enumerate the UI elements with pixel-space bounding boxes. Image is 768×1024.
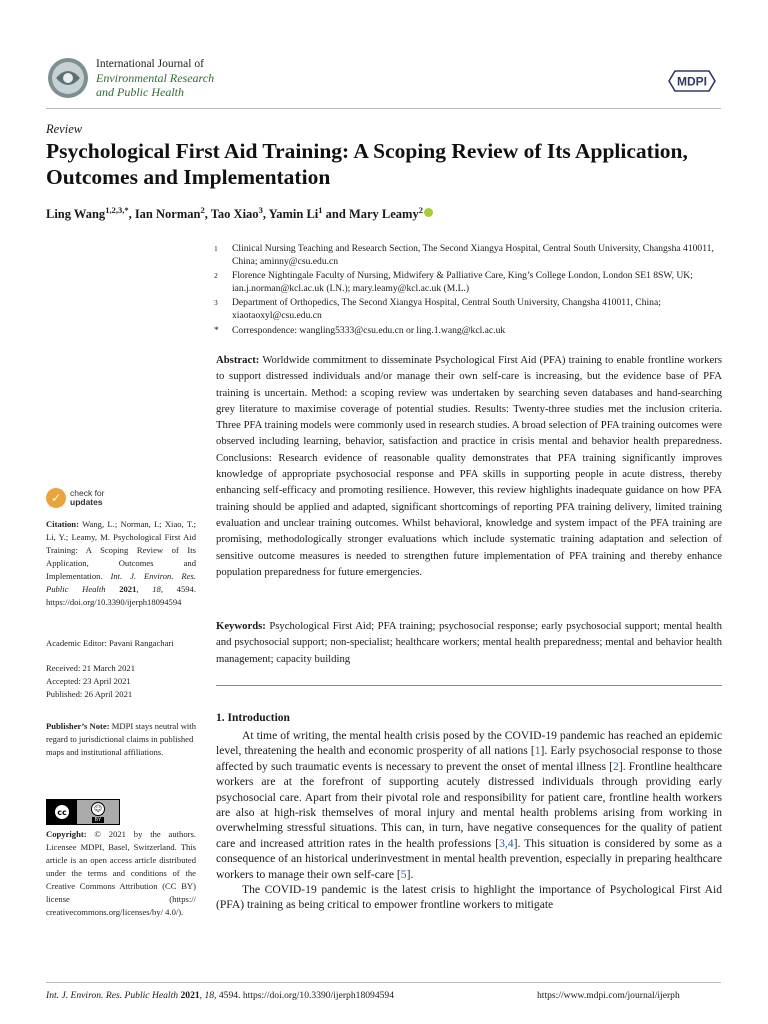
abstract [216, 352, 722, 580]
journal-name-line2: Environmental Research [96, 71, 215, 85]
author-separator: , [262, 207, 269, 222]
footer-year: 2021 [180, 990, 200, 1001]
cc-by-license-badge[interactable] [46, 799, 120, 825]
journal-name-line3: and Public Health [96, 85, 184, 99]
citation-volume: 18 [152, 584, 161, 594]
keywords [216, 618, 722, 667]
author-name[interactable]: Ling Wang [46, 207, 106, 222]
author-affil-mark: 1,2,3,* [105, 205, 129, 215]
citation-link[interactable]: 2 [613, 759, 619, 773]
citation-year: 2021 [119, 584, 137, 594]
author-affil-mark: 2 [418, 205, 423, 215]
author-list [46, 205, 433, 222]
publisher-note [46, 720, 196, 759]
journal-name [96, 57, 214, 99]
author-affil-mark: 3 [258, 205, 263, 215]
author-separator: and [322, 207, 349, 222]
affiliation-list [214, 243, 724, 339]
section-heading: 1. Introduction [216, 712, 290, 724]
intro-paragraph-2: The COVID-19 pandemic is the latest crisis to highlight the importance of Psychological First Aid (PFA) training as being critical to empower frontline workers to mitigate [216, 883, 722, 912]
check-for-updates-button[interactable] [46, 484, 126, 512]
mdpi-logo-icon [667, 69, 717, 93]
copyright-text: © 2021 by the authors. Licensee MDPI, Basel, Switzerland. This article is an open access article distributed under the terms and conditions of the Creative Commons Attribution (CC BY) license (https:// creativecommons.org/licenses/by/ 4.0/). [46, 829, 196, 917]
article-type: Review [46, 122, 83, 136]
check-updates-line2: updates [70, 497, 103, 507]
attribution-person-icon: ☺ [91, 802, 105, 816]
abstract-label: Abstract: [216, 354, 260, 366]
cc-by-label: BY [92, 817, 105, 823]
author-name[interactable]: Tao Xiao [210, 207, 259, 222]
creative-commons-icon: cc [53, 803, 71, 821]
affiliation-item [214, 270, 724, 295]
author-separator: , [128, 207, 135, 222]
author-name[interactable]: Ian Norman [134, 207, 201, 222]
orcid-icon[interactable] [424, 208, 433, 217]
affiliation-mark: 1 [214, 244, 218, 253]
accepted-date: Accepted: 23 April 2021 [46, 676, 131, 686]
keywords-text: Psychological First Aid; PFA training; psychosocial response; early psychosocial support; mental health and psychosocial support; non-specialist; healthcare workers; mental health preparedness; mental and behavior health management; capacity building [216, 620, 722, 665]
author-affil-mark: 1 [318, 205, 323, 215]
affiliation-text: Department of Orthopedics, The Second Xiangya Hospital, Central South University, Changsha 410011, China; xiaotaoxyl@csu.edu.cn [232, 297, 661, 321]
mdpi-logo-text: MDPI [677, 74, 707, 89]
publisher-note-label: Publisher’s Note: [46, 721, 110, 731]
affiliation-mark: 2 [214, 271, 218, 281]
affiliation-text: Correspondence: wangling5333@csu.edu.cn or ling.1.wang@kcl.ac.uk [232, 324, 506, 336]
journal-name-line1: International Journal of [96, 58, 204, 70]
copyright-block [46, 828, 196, 919]
affiliation-item [214, 243, 724, 268]
affiliation-text: Clinical Nursing Teaching and Research Section, The Second Xiangya Hospital, Central South University, Changsha 410011, China; aminny@csu.edu.cn [232, 243, 714, 267]
copyright-label: Copyright: [46, 829, 87, 839]
footer-volume: 18 [204, 990, 215, 1001]
affiliation-item [214, 297, 724, 322]
intro-paragraph-1: At time of writing, the mental health crisis posed by the COVID-19 pandemic has reached an epidemic level, threatening the health and economic prosperity of all nations [1]. Early psychosocial response to those affected by such traumatic events is necessary to prevent the onset of mental illness [2]. Frontline healthcare workers are at the forefront of supporting acutely distressed individuals through providing early psychosocial care. Apart from their pivotal role and responsibility for patient care, frontline health workers are also at high-risk themselves of moral injury and mental health problems arising from working in overwhelming stressful situations. This can, in turn, have negative consequences for the quality of patient care and increased attrition rates in the health professions [3,4]. This situation is considered by some as a consequence of an historical underinvestment in mental health prevention, especially in preparing healthcare workers to manage their own self-care [5]. [216, 729, 722, 881]
footer-doi[interactable]: , 4594. https://doi.org/10.3390/ijerph18094594 [214, 990, 395, 1001]
check-updates-line1: check for [70, 488, 105, 498]
footer-journal: Int. J. Environ. Res. Public Health [46, 990, 179, 1001]
academic-editor: Academic Editor: Pavani Rangachari [46, 638, 174, 648]
footer-divider [46, 982, 721, 983]
author-name[interactable]: Yamin Li [268, 207, 319, 222]
abstract-text: Worldwide commitment to disseminate Psychological First Aid (PFA) training to enable frontline workers to support distressed individuals and/or manage their own self-care is increasing, but the evidence base of PFA training is uncertain. Method: a scoping review was undertaken by searching seven databases and hand-searching grey literature to maximise coverage of potential studies. Results: Twenty-three studies met the inclusion criteria. Three PFA training models were commonly used in research studies. A broad selection of PFA training outcomes were observed including learning, behavior, satisfaction and practice in crisis mental and behavior health preparedness. Conclusions: Research evidence of reasonable quality demonstrates that PFA training significantly improves knowledge of appropriate psychosocial response and PFA skills in supporting people in acute distress, thereby enhancing self-efficacy and promoting resilience. However, this review highlights inadequate guidance on how PFA training should be applied and adapted, significant shortcomings of reporting PFA training delivery, limited training evaluation and unclear training outcomes. Whilst behavioral, knowledge and system impact of the PFA training are promising, methodologically stronger evaluations which include systematic training adaptation and selection of sensitive outcome measures is needed to strengthen future implementation of PFA training and thereby enhance population preparedness for future emergencies. [216, 354, 722, 578]
citation-label: Citation: [46, 519, 79, 529]
footer-citation: Int. J. Environ. Res. Public Health 2021, 18, 4594. https://doi.org/10.3390/ijerph18094594 [46, 990, 395, 1001]
citation-link[interactable]: 1 [534, 744, 541, 758]
citation-doi[interactable]: , 4594. https://doi.org/10.3390/ijerph18094594 [46, 584, 196, 607]
intro-body [216, 728, 722, 913]
journal-logo-icon [46, 56, 90, 100]
affiliation-text: Florence Nightingale Faculty of Nursing, Midwifery & Palliative Care, King’s College London, London SE1 8SW, UK; ian.j.norman@kcl.ac.uk (I.N.); mary.leamy@kcl.ac.uk (M.L.) [232, 270, 693, 294]
citation-block: Citation: Wang, L.; Norman, I.; Xiao, T.; Li, Y.; Leamy, M. Psychological First Aid Training: A Scoping Review of Its Application, Outcomes and Implementation. Int. J. Environ. Res. Public Health 2021, 18, 4594. https://doi.org/10.3390/ijerph18094594 [46, 519, 197, 607]
author-affil-mark: 2 [200, 205, 205, 215]
header-divider [46, 108, 721, 109]
section-divider [216, 685, 722, 686]
affiliation-item [214, 325, 724, 338]
check-updates-icon: ✓ [46, 488, 66, 508]
affiliation-mark: * [214, 324, 219, 336]
author-name[interactable]: Mary Leamy [348, 207, 419, 222]
article-title: Psychological First Aid Training: A Scoping Review of Its Application, Outcomes and Implementation [46, 139, 688, 189]
affiliation-mark: 3 [214, 298, 218, 308]
published-date: Published: 26 April 2021 [46, 689, 133, 699]
received-date: Received: 21 March 2021 [46, 663, 136, 673]
citation-journal: Int. J. Environ. Res. Public Health [46, 571, 196, 594]
author-separator: , [204, 207, 211, 222]
dates-block [46, 662, 196, 701]
citation-text: Wang, L.; Norman, I.; Xiao, T.; Li, Y.; Leamy, M. Psychological First Aid Training: A Scoping Review of Its Application, Outcomes and Implementation. [46, 519, 197, 581]
publisher-note-text: MDPI stays neutral with regard to jurisdictional claims in published maps and institutional affiliations. [46, 721, 196, 757]
citation-link[interactable]: 3,4 [499, 836, 514, 850]
footer-journal-url[interactable]: https://www.mdpi.com/journal/ijerph [537, 990, 680, 1001]
keywords-label: Keywords: [216, 620, 266, 632]
citation-link[interactable]: 5 [400, 867, 407, 881]
